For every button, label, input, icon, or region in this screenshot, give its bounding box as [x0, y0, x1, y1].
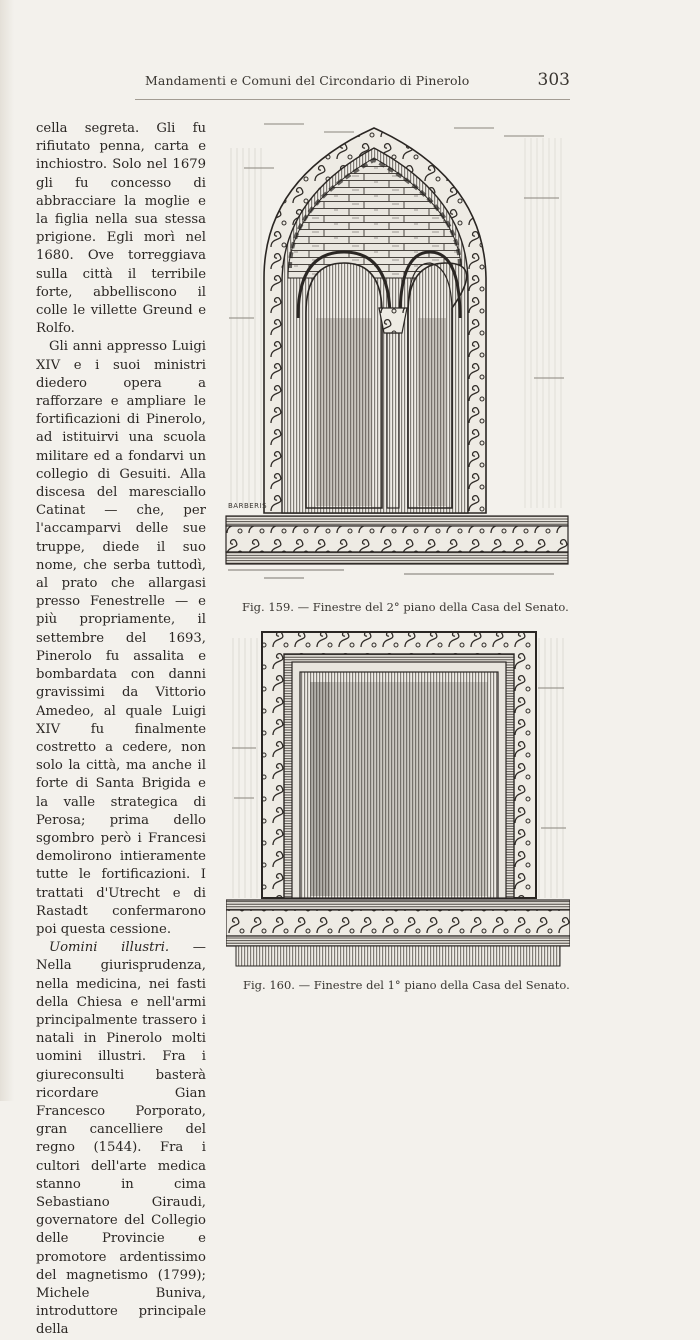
body-text-column	[36, 120, 206, 1340]
paragraph-text: — Nella giurisprudenza, nella medicina, nei fasti della Chiesa e nell'armi principalmente trassero i natali in Pinerolo molti uomini illustri. Fra i giureconsulti basterà ricordare Gian Francesco Porporato, gran cancelliere del regno (1544). Fra i cultori dell'arte medica stanno in cima Sebastiano Giraudi, governatore del Collegio delle Provincie e promotore ardentissimo del magnetismo (1799); Michele Buniva, introduttore principale della	[36, 940, 206, 1338]
figure-160-caption: Fig. 160. — Finestre del 1° piano della Casa del Senato.	[243, 978, 570, 992]
figure-159-gothic-window	[224, 118, 570, 598]
paragraph	[36, 939, 206, 1339]
binding-shadow	[0, 0, 14, 1101]
paragraph: Gli anni appresso Luigi XIV e i suoi ministri diedero opera a rafforzare e ampliare le fortificazioni di Pinerolo, ad istituirvi una scuola militare ed a fondarvi un collegio di Gesuiti. Alla discesa del maresciallo Catinat — che, per l'accamparvi delle sue truppe, diede il suo nome, che serba tuttodì, al prato che allargasi presso Fenestrelle — e più propriamente, il settembre del 1693, Pinerolo fu assalita e bombardata con danni gravissimi da Vittorio Amedeo, al quale Luigi XIV fu finalmente costretto a cedere, non solo la città, ma anche il forte di Santa Brigida e la valle strategica di Perosa; prima dello sgombro però i Francesi demolirono intieramente tutte le fortificazioni. I trattati d'Utrecht e di Rastadt confermarono poi questa cessione.	[36, 339, 206, 937]
page-number: 303	[537, 70, 570, 90]
section-heading: Uomini illustri.	[49, 940, 170, 956]
running-head-title: Mandamenti e Comuni del Circondario di Pinerolo	[145, 73, 470, 88]
rectangular-window-engraving	[226, 628, 570, 978]
engraver-signature: BARBERIS	[228, 502, 268, 510]
running-head	[140, 70, 570, 93]
paragraph: cella segreta. Gli fu rifiutato penna, carta e inchiostro. Solo nel 1679 gli fu concesso di abbracciare la moglie e la figlia nella sua stessa prigione. Egli morì nel 1680. Ove torreggiava sulla città il terribile forte, abbelliscono il colle le villette Greund e Rolfo.	[36, 121, 206, 337]
gothic-window-engraving	[224, 118, 570, 598]
header-rule	[135, 99, 570, 100]
figure-159-caption: Fig. 159. — Finestre del 2° piano della Casa del Senato.	[242, 600, 569, 614]
figure-160-rectangular-window	[226, 628, 570, 978]
